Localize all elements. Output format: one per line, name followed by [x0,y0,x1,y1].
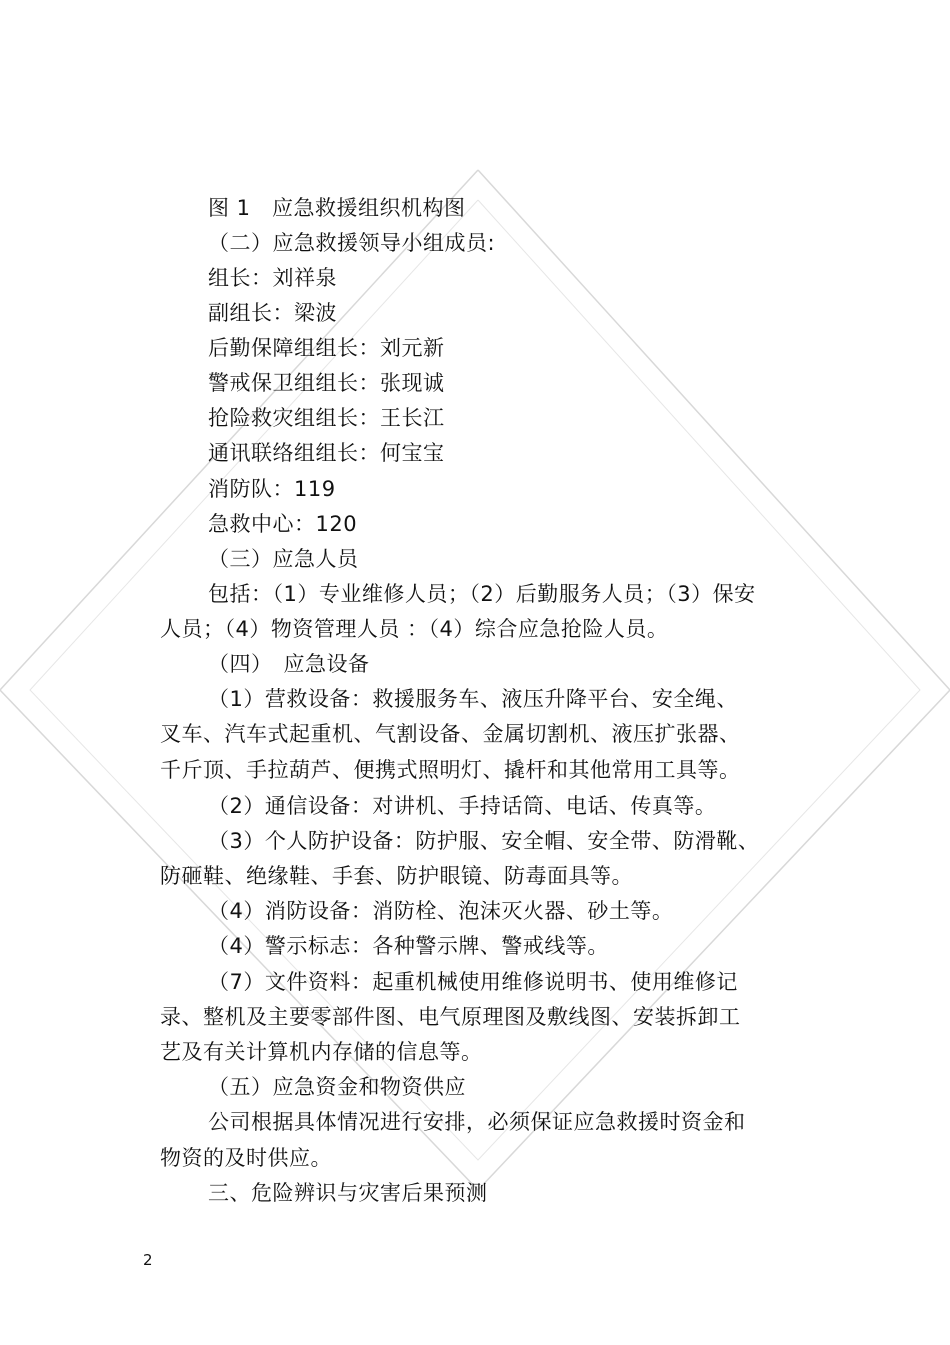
section-heading: （五）应急资金和物资供应 [208,1075,466,1099]
text-line: 急救中心：120 [208,512,358,536]
text-line: （2）通信设备：对讲机、手持话筒、电话、传真等。 [208,794,717,818]
text-line: 包括：（1）专业维修人员；（2）后勤服务人员；（3）保安 [208,582,756,606]
text-line: 叉车、汽车式起重机、气割设备、金属切割机、液压扩张器、 [160,722,741,746]
text-line: 后勤保障组组长：刘元新 [208,336,445,360]
text-line: 组长：刘祥泉 [208,266,337,290]
text-line: 物资的及时供应。 [160,1146,332,1170]
text-line: （4）警示标志：各种警示牌、警戒线等。 [208,934,609,958]
figure-caption: 图 1 应急救援组织机构图 [208,196,466,220]
text-line: 公司根据具体情况进行安排，必须保证应急救援时资金和 [208,1110,746,1134]
text-line: 通讯联络组组长：何宝宝 [208,441,445,465]
text-line: （3）个人防护设备：防护服、安全帽、安全带、防滑靴、 [208,829,760,853]
text-line: 千斤顶、手拉葫芦、便携式照明灯、撬杆和其他常用工具等。 [160,758,741,782]
text-line: 录、整机及主要零部件图、电气原理图及敷线图、安装拆卸工 [160,1005,741,1029]
page-number: 2 [143,1251,153,1269]
section-heading: （二）应急救援领导小组成员: [208,231,496,255]
text-line: 人员；（4）物资管理人员 ：（4）综合应急抢险人员。 [160,617,669,641]
section-heading: （三）应急人员 [208,547,359,571]
text-line: 消防队：119 [208,477,336,501]
text-line: （7）文件资料：起重机械使用维修说明书、使用维修记 [208,970,738,994]
section-heading: 三、危险辨识与灾害后果预测 [208,1181,488,1205]
text-line: （4）消防设备：消防栓、泡沫灭火器、砂土等。 [208,899,674,923]
text-line: 副组长：梁波 [208,301,337,325]
text-line: 警戒保卫组组长：张现诚 [208,371,445,395]
text-line: 艺及有关计算机内存储的信息等。 [160,1040,483,1064]
text-line: 防砸鞋、绝缘鞋、手套、防护眼镜、防毒面具等。 [160,864,633,888]
text-line: （1）营救设备：救援服务车、液压升降平台、安全绳、 [208,687,738,711]
section-heading: （四） 应急设备 [208,652,370,676]
text-line: 抢险救灾组组长：王长江 [208,406,445,430]
